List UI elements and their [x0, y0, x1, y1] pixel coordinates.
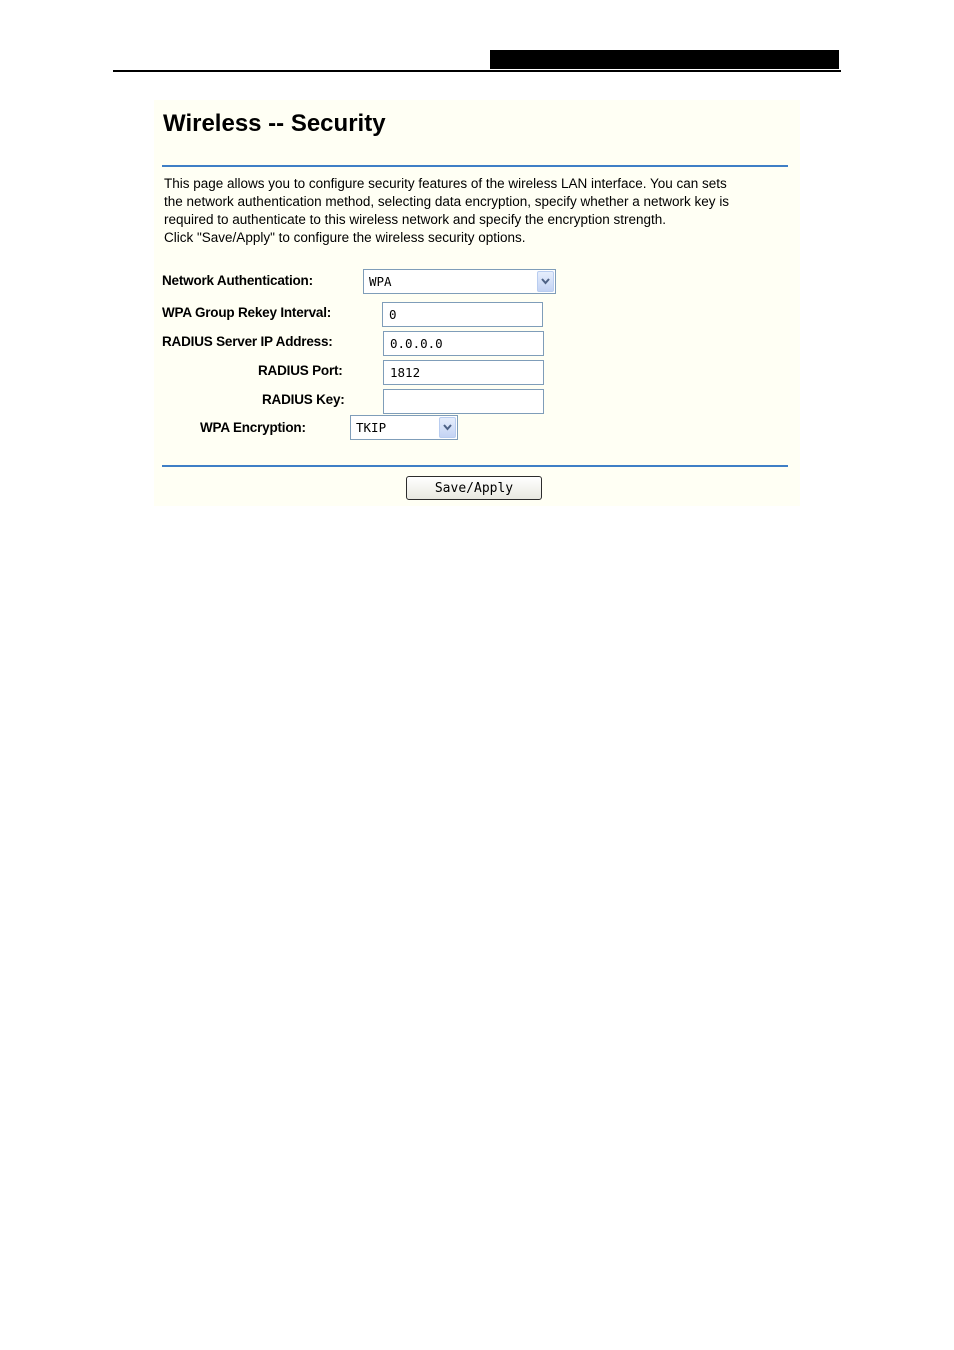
network-authentication-value: WPA — [369, 274, 392, 289]
top-divider — [162, 165, 788, 167]
radius-key-label: RADIUS Key: — [262, 392, 345, 407]
radius-server-ip-label: RADIUS Server IP Address: — [162, 334, 333, 349]
radius-key-input[interactable] — [383, 389, 544, 414]
description-line: required to authenticate to this wireless network and specify the encryption strength. — [164, 212, 667, 227]
page-description — [164, 175, 790, 247]
dropdown-button[interactable] — [439, 417, 456, 438]
radius-port-input[interactable] — [383, 360, 544, 385]
chevron-down-icon — [541, 278, 550, 285]
wpa-group-rekey-interval-label: WPA Group Rekey Interval: — [162, 305, 332, 320]
save-apply-button[interactable]: Save/Apply — [406, 476, 542, 500]
description-line: the network authentication method, selecting data encryption, specify whether a network key is — [164, 194, 730, 209]
wpa-group-rekey-interval-input[interactable] — [382, 302, 543, 327]
wireless-security-panel — [154, 100, 800, 506]
header-black-bar — [490, 50, 839, 69]
bottom-divider — [162, 465, 788, 467]
wpa-encryption-select[interactable] — [350, 415, 458, 440]
radius-port-label: RADIUS Port: — [258, 363, 343, 378]
header-rule — [113, 70, 841, 72]
dropdown-button[interactable] — [537, 271, 554, 292]
chevron-down-icon — [443, 424, 452, 431]
wpa-encryption-label: WPA Encryption: — [200, 420, 306, 435]
network-authentication-select[interactable] — [363, 269, 556, 294]
network-authentication-label: Network Authentication: — [162, 273, 313, 288]
page-title: Wireless -- Security — [163, 110, 386, 137]
description-line: Click "Save/Apply" to configure the wireless security options. — [164, 230, 526, 245]
wpa-encryption-value: TKIP — [356, 420, 387, 435]
radius-server-ip-input[interactable] — [383, 331, 544, 356]
description-line: This page allows you to configure security features of the wireless LAN interface. You can sets — [164, 176, 727, 191]
